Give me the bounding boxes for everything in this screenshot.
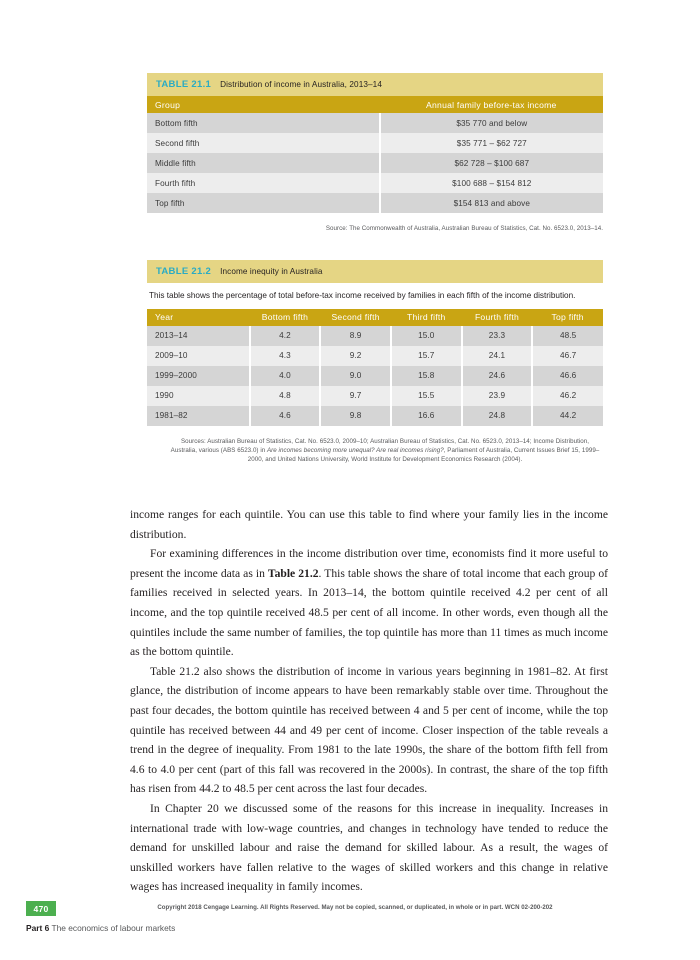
- cell-group: Top fifth: [147, 193, 380, 213]
- cell-top-fifth: 46.7: [532, 346, 603, 366]
- cell-bottom-fifth: 4.2: [250, 326, 321, 346]
- cell-third-fifth: 15.8: [391, 366, 462, 386]
- paragraph-4: In Chapter 20 we discussed some of the reasons for this increase in inequality. Increases in international trade with low-wage countries, and changes in technology have tended to reduce the demand for unskilled labour and raise the demand for skilled labour. As a result, the wages of unskilled workers have fallen relative to the wages of skilled workers and this change in relative wages has increased inequality in family incomes.: [130, 801, 608, 894]
- column-header-year: Year: [147, 309, 250, 326]
- cell-third-fifth: 15.7: [391, 346, 462, 366]
- cell-top-fifth: 48.5: [532, 326, 603, 346]
- column-header-top-fifth: Top fifth: [532, 309, 603, 326]
- cell-top-fifth: 44.2: [532, 406, 603, 426]
- cell-bottom-fifth: 4.0: [250, 366, 321, 386]
- cell-second-fifth: 9.0: [320, 366, 391, 386]
- cell-income: $35 770 and below: [380, 113, 603, 133]
- table-row: [147, 113, 603, 133]
- part-title: The economics of labour markets: [51, 923, 176, 933]
- table-21-2-title: Income inequity in Australia: [220, 267, 323, 276]
- cell-third-fifth: 16.6: [391, 406, 462, 426]
- paragraph-3: Table 21.2 also shows the distribution of income in various years beginning in 1981–82. At first glance, the distribution of income appears to have been remarkably stable over time. Throughout the past four decades, the bottom quintile has received between 4 and 5 per cent of income, while the top quintile has received between 44 and 49 per cent of income. Closer inspection of the table reveals a trend in the degree of inequality. From 1981 to the late 1990s, the share of the bottom fifth fell from 4.6 to 4.0 per cent (part of this fall was recovered in the 2000s). In contrast, the share of the top fifth has risen from 44.2 to 48.5 per cent across the last four decades.: [130, 664, 608, 796]
- cell-second-fifth: 9.7: [320, 386, 391, 406]
- paragraph-2: [130, 544, 608, 662]
- paragraph-2-post: . This table shows the share of total income that each group of families received in selected years. In 2013–14, the bottom quintile received 4.2 per cent of all income, and the top quintile received 48.5 per cent of all income. In other words, even though all the quintiles include the same number of families, the top quintile has more than 11 times as much income as the bottom quintile.: [130, 566, 609, 659]
- cell-third-fifth: 15.0: [391, 326, 462, 346]
- cell-group: Fourth fifth: [147, 173, 380, 193]
- cell-top-fifth: 46.2: [532, 386, 603, 406]
- table-row: [147, 153, 603, 173]
- table-row: [147, 366, 603, 386]
- table-21-1-caption: [147, 73, 603, 96]
- cell-group: Middle fifth: [147, 153, 380, 173]
- cell-second-fifth: 8.9: [320, 326, 391, 346]
- body-text-column: [130, 505, 608, 897]
- table-21-1-source: Source: The Commonwealth of Australia, Australian Bureau of Statistics, Cat. No. 6523.0, 2013–14.: [325, 225, 603, 232]
- cell-year: 2009–10: [147, 346, 250, 366]
- table-21-2-sources: [147, 426, 603, 465]
- table-21-2-note: This table shows the percentage of total before-tax income received by families in each fifth of the income distribution.: [149, 291, 576, 300]
- table-21-2-label: TABLE 21.2: [156, 266, 212, 277]
- cell-top-fifth: 46.6: [532, 366, 603, 386]
- running-footer: [26, 923, 175, 933]
- cell-bottom-fifth: 4.3: [250, 346, 321, 366]
- cell-income: $154 813 and above: [380, 193, 603, 213]
- cell-fourth-fifth: 23.3: [462, 326, 533, 346]
- cell-group: Bottom fifth: [147, 113, 380, 133]
- table-header-row: [147, 96, 603, 113]
- cell-fourth-fifth: 23.9: [462, 386, 533, 406]
- cell-bottom-fifth: 4.6: [250, 406, 321, 426]
- table-21-2-caption: [147, 260, 603, 283]
- paragraph-1: income ranges for each quintile. You can use this table to find where your family lies in the income distribution.: [130, 508, 608, 541]
- column-header-annual-income: Annual family before-tax income: [380, 96, 603, 113]
- page-number-badge: 470: [26, 901, 56, 916]
- table-row: [147, 133, 603, 153]
- cell-income: $35 771 – $62 727: [380, 133, 603, 153]
- cell-third-fifth: 15.5: [391, 386, 462, 406]
- column-header-third-fifth: Third fifth: [391, 309, 462, 326]
- paragraph-2-pre: For examining differences in the income distribution over time, economists find it more useful to present the income data as in: [130, 547, 608, 580]
- column-header-second-fifth: Second fifth: [320, 309, 391, 326]
- cell-fourth-fifth: 24.8: [462, 406, 533, 426]
- table-row: [147, 386, 603, 406]
- cell-fourth-fifth: 24.6: [462, 366, 533, 386]
- cell-group: Second fifth: [147, 133, 380, 153]
- page-footer: [0, 898, 700, 944]
- cell-second-fifth: 9.2: [320, 346, 391, 366]
- table-21-1-title: Distribution of income in Australia, 2013–14: [220, 80, 382, 89]
- cell-fourth-fifth: 24.1: [462, 346, 533, 366]
- table-21-2-block: [147, 260, 603, 465]
- cell-year: 1990: [147, 386, 250, 406]
- table-reference-bold: Table 21.2: [267, 566, 319, 580]
- table-row: [147, 173, 603, 193]
- cell-income: $100 688 – $154 812: [380, 173, 603, 193]
- table-row: [147, 406, 603, 426]
- table-21-1-block: [147, 73, 603, 232]
- part-label: Part 6: [26, 923, 50, 933]
- sources-text-post: , Parliament of Australia, Current Issues Brief 15, 1999–2000, and United Nations University, World Institute for Development Economics Research (2004).: [247, 446, 600, 464]
- cell-second-fifth: 9.8: [320, 406, 391, 426]
- table-row: [147, 346, 603, 366]
- cell-year: 1981–82: [147, 406, 250, 426]
- copyright-notice: Copyright 2018 Cengage Learning. All Rights Reserved. May not be copied, scanned, or duplicated, in whole or in part. WCN 02-200-202: [157, 904, 553, 911]
- cell-year: 1999–2000: [147, 366, 250, 386]
- cell-year: 2013–14: [147, 326, 250, 346]
- table-21-2: [147, 309, 603, 426]
- table-21-1-label: TABLE 21.1: [156, 79, 212, 90]
- cell-bottom-fifth: 4.8: [250, 386, 321, 406]
- cell-income: $62 728 – $100 687: [380, 153, 603, 173]
- table-header-row: [147, 309, 603, 326]
- table-row: [147, 326, 603, 346]
- sources-title-italic: Are incomes becoming more unequal? Are real incomes rising?: [267, 446, 444, 454]
- table-row: [147, 193, 603, 213]
- column-header-group: Group: [147, 96, 380, 113]
- column-header-fourth-fifth: Fourth fifth: [462, 309, 533, 326]
- table-21-1: [147, 96, 603, 213]
- column-header-bottom-fifth: Bottom fifth: [250, 309, 321, 326]
- sources-text-pre: Sources: Australian Bureau of Statistics, Cat. No. 6523.0, 2009–10; Australian Bureau of Statistics, Cat. No. 6523.0, 2013–14; Income Distribution, Australia, various (ABS 6523.0) in: [170, 437, 590, 454]
